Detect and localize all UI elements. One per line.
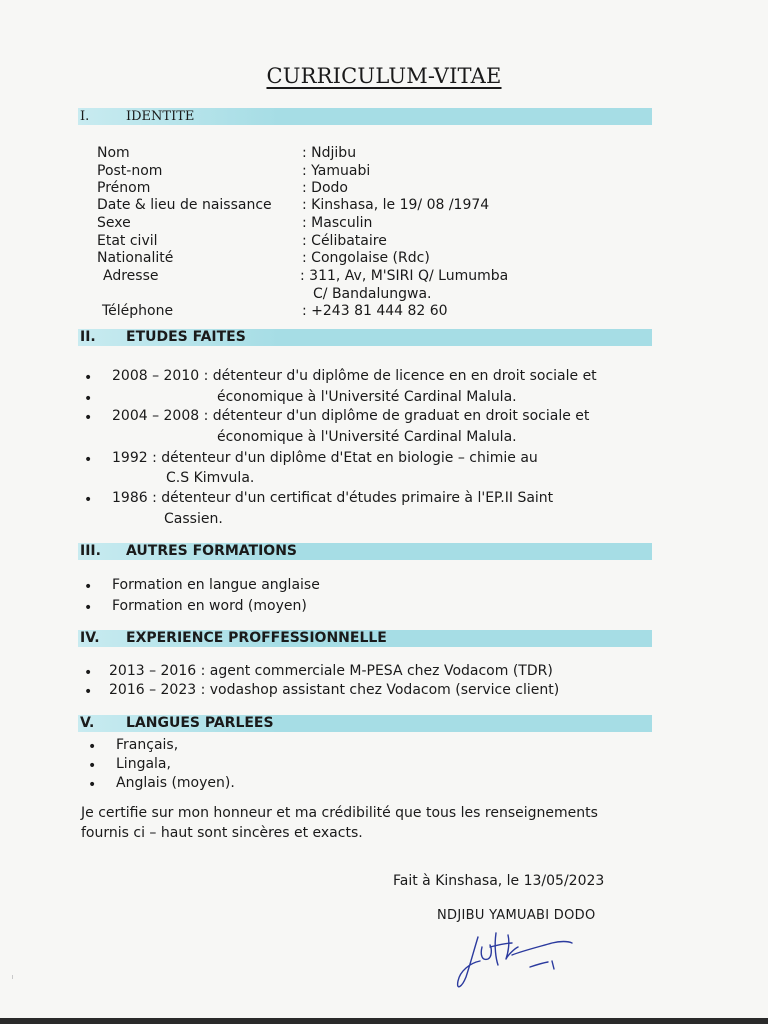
field-value: : Kinshasa, le 19/ 08 /1974 <box>302 197 490 213</box>
item-text: Lingala, <box>116 756 171 772</box>
bullet-icon: • <box>84 600 93 616</box>
field-value: : Masculin <box>302 215 373 231</box>
item-text: 2008 – 2010 : détenteur d'u diplôme de licence en en droit sociale et <box>112 368 597 384</box>
bullet-icon: • <box>84 452 93 468</box>
field-value: : Congolaise (Rdc) <box>302 250 430 266</box>
item-text: 2004 – 2008 : détenteur d'un diplôme de graduat en droit sociale et <box>112 408 590 424</box>
field-value: : Ndjibu <box>302 145 357 161</box>
section-label: IDENTITE <box>126 109 195 124</box>
field-label: Téléphone <box>102 303 174 319</box>
section-number: V. <box>80 715 95 731</box>
section-header-etudes <box>78 329 652 346</box>
section-label: LANGUES PARLEES <box>126 715 274 731</box>
field-label: Date & lieu de naissance <box>97 197 272 213</box>
item-text: 1986 : détenteur d'un certificat d'études primaire à l'EP.II Saint <box>112 490 554 506</box>
scan-mark <box>12 975 13 979</box>
bullet-icon: • <box>84 370 93 386</box>
field-label: Prénom <box>97 180 151 196</box>
item-text-cont: Cassien. <box>164 511 223 527</box>
field-value: : 311, Av, M'SIRI Q/ Lumumba <box>300 268 509 284</box>
bullet-icon: • <box>84 665 93 681</box>
field-value: : Célibataire <box>302 233 387 249</box>
item-text: 1992 : détenteur d'un diplôme d'Etat en biologie – chimie au <box>112 450 538 466</box>
field-label: Post-nom <box>97 163 163 179</box>
bullet-icon: • <box>84 410 93 426</box>
section-number: II. <box>80 329 96 345</box>
bullet-icon: • <box>84 492 93 508</box>
bullet-icon: • <box>84 684 93 700</box>
section-number: IV. <box>80 630 100 646</box>
bullet-icon: • <box>88 739 97 755</box>
field-label: Nom <box>97 145 130 161</box>
field-label: Adresse <box>103 268 159 284</box>
field-value: C/ Bandalungwa. <box>313 286 432 302</box>
section-number: III. <box>80 543 101 559</box>
item-text: Formation en langue anglaise <box>112 577 320 593</box>
item-text: 2013 – 2016 : agent commerciale M-PESA chez Vodacom (TDR) <box>109 663 553 679</box>
item-text-cont: économique à l'Université Cardinal Malula. <box>217 389 517 405</box>
signatory-name: NDJIBU YAMUABI DODO <box>437 908 596 923</box>
field-value: : +243 81 444 82 60 <box>302 303 448 319</box>
bullet-icon: • <box>84 391 93 407</box>
paragraph-line: fournis ci – haut sont sincères et exacts. <box>81 825 363 841</box>
scan-edge <box>0 1018 768 1024</box>
section-header-langues <box>78 715 652 732</box>
section-label: ETUDES FAITES <box>126 329 246 345</box>
section-label: AUTRES FORMATIONS <box>126 543 298 559</box>
section-number: I. <box>80 109 90 124</box>
signature-icon <box>452 925 582 995</box>
page-title: CURRICULUM-VITAE <box>266 64 502 88</box>
field-value: : Dodo <box>302 180 348 196</box>
item-text: Français, <box>116 737 179 753</box>
bullet-icon: • <box>88 777 97 793</box>
item-text: Formation en word (moyen) <box>112 598 307 614</box>
paragraph-line: Je certifie sur mon honneur et ma crédibilité que tous les renseignements <box>81 805 598 821</box>
bullet-icon: • <box>88 758 97 774</box>
item-text-cont: économique à l'Université Cardinal Malula. <box>217 429 517 445</box>
field-label: Nationalité <box>97 250 174 266</box>
section-header-experience <box>78 630 652 647</box>
certification-paragraph <box>81 803 598 843</box>
item-text-cont: C.S Kimvula. <box>166 470 255 486</box>
field-value: : Yamuabi <box>302 163 371 179</box>
item-text: Anglais (moyen). <box>116 775 235 791</box>
section-header-formations <box>78 543 652 560</box>
bullet-icon: • <box>84 579 93 595</box>
place-date: Fait à Kinshasa, le 13/05/2023 <box>393 873 605 889</box>
section-label: EXPERIENCE PROFFESSIONNELLE <box>126 630 387 646</box>
item-text: 2016 – 2023 : vodashop assistant chez Vodacom (service client) <box>109 682 560 698</box>
field-label: Etat civil <box>97 233 158 249</box>
field-label: Sexe <box>97 215 131 231</box>
section-header-identite <box>78 108 652 125</box>
